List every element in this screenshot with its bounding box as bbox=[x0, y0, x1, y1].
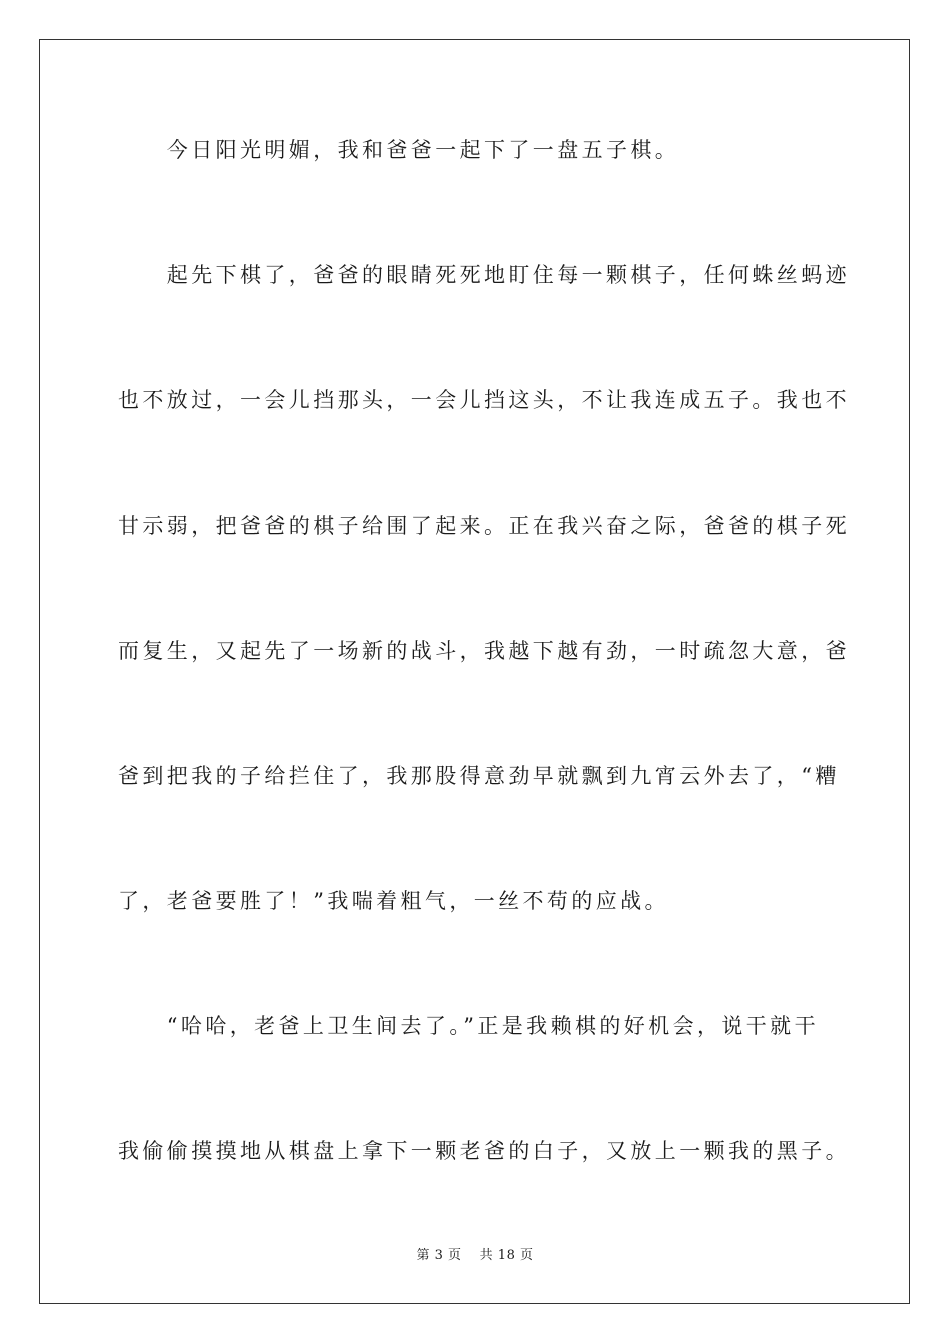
paragraph-line-6: 爸到把我的子给拦住了，我那股得意劲早就飘到九宵云外去了，“糟 bbox=[118, 764, 840, 788]
paragraph-line-8: “哈哈，老爸上卫生间去了。”正是我赖棋的好机会，说干就干 bbox=[118, 1014, 819, 1038]
paragraph-line-3: 也不放过，一会儿挡那头，一会儿挡这头，不让我连成五子。我也不 bbox=[118, 388, 850, 412]
page-number-footer: 第 3 页 共 18 页 bbox=[416, 1248, 534, 1263]
page-border bbox=[39, 39, 910, 1304]
paragraph-line-1: 今日阳光明媚，我和爸爸一起下了一盘五子棋。 bbox=[118, 138, 680, 162]
paragraph-line-4: 甘示弱，把爸爸的棋子给围了起来。正在我兴奋之际，爸爸的棋子死 bbox=[118, 514, 850, 538]
paragraph-line-9: 我偷偷摸摸地从棋盘上拿下一颗老爸的白子，又放上一颗我的黑子。 bbox=[118, 1139, 850, 1163]
paragraph-line-7: 了，老爸要胜了！”我喘着粗气，一丝不苟的应战。 bbox=[118, 889, 669, 913]
paragraph-line-2: 起先下棋了，爸爸的眼睛死死地盯住每一颗棋子，任何蛛丝蚂迹 bbox=[118, 263, 850, 287]
paragraph-line-5: 而复生，又起先了一场新的战斗，我越下越有劲，一时疏忽大意，爸 bbox=[118, 639, 850, 663]
